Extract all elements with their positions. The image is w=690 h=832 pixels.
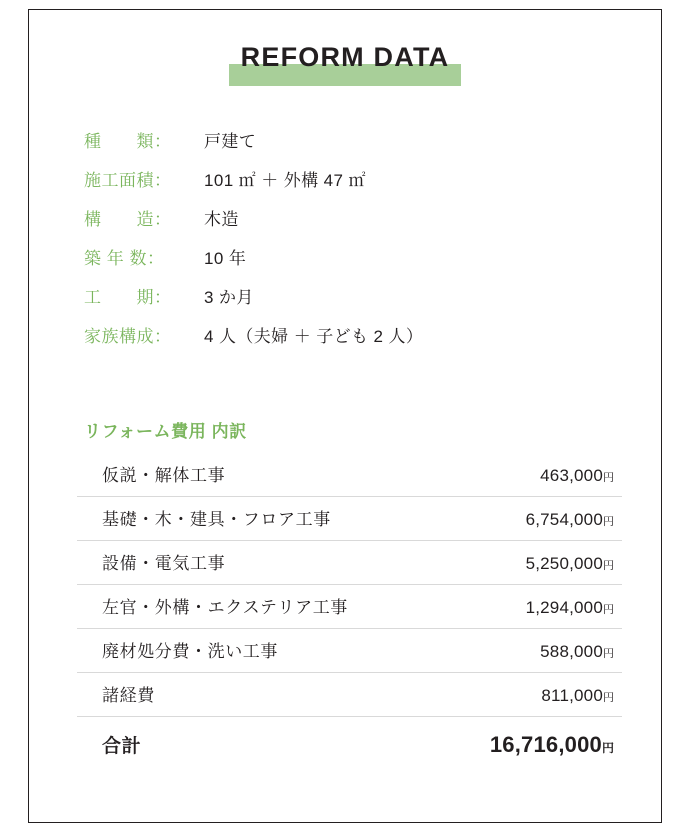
card-content xyxy=(29,10,661,822)
cost-total-unit: 円 xyxy=(601,741,614,755)
spec-value: 101 ㎡ ＋ 外構 47 ㎡ xyxy=(204,171,366,190)
cost-amount-value: 588,000 xyxy=(540,641,603,661)
table-row xyxy=(77,453,622,497)
spec-label: 構 造： xyxy=(84,210,172,229)
spec-list xyxy=(84,127,624,361)
cost-item-name: 設備・電気工事 xyxy=(102,553,226,573)
cost-amount-unit: 円 xyxy=(603,647,614,660)
cost-item-name: 廃材処分費・洗い工事 xyxy=(102,641,278,661)
cost-item-name: 仮説・解体工事 xyxy=(102,465,226,485)
cost-item-amount xyxy=(526,506,614,533)
table-row xyxy=(77,541,622,585)
spec-value: 木造 xyxy=(204,210,239,229)
spec-label: 種 類： xyxy=(84,132,172,151)
table-row xyxy=(77,497,622,541)
cost-amount-unit: 円 xyxy=(603,559,614,572)
page-title-inner xyxy=(229,42,462,73)
cost-amount-value: 1,294,000 xyxy=(525,597,603,617)
cost-amount-unit: 円 xyxy=(603,603,614,616)
cost-item-name: 諸経費 xyxy=(102,685,155,705)
cost-item-amount xyxy=(540,462,614,489)
cost-amount-value: 5,250,000 xyxy=(525,553,603,573)
spec-label: 築 年 数： xyxy=(84,249,165,268)
page-title-text: REFORM DATA xyxy=(240,42,450,72)
cost-total-amount xyxy=(490,727,614,762)
cost-total-value: 16,716,000 xyxy=(489,732,602,757)
spec-row-family xyxy=(84,322,624,351)
table-row xyxy=(77,585,622,629)
spec-label: 施工面積： xyxy=(84,171,172,190)
spec-row-area xyxy=(84,166,624,195)
spec-value: 4 人（夫婦 ＋ 子ども 2 人） xyxy=(204,327,424,346)
cost-item-name: 基礎・木・建具・フロア工事 xyxy=(102,509,331,529)
cost-breakdown-heading: リフォーム費用 内訳 xyxy=(84,422,247,441)
spec-value: 3 か月 xyxy=(204,288,254,307)
cost-item-name: 左官・外構・エクステリア工事 xyxy=(102,597,348,617)
spec-label: 家族構成： xyxy=(84,327,172,346)
cost-amount-unit: 円 xyxy=(603,471,614,484)
cost-item-amount xyxy=(526,550,614,577)
cost-item-amount xyxy=(540,638,614,665)
table-row-total xyxy=(77,717,622,769)
spec-value: 戸建て xyxy=(204,132,257,151)
spec-value: 10 年 xyxy=(204,249,247,268)
spec-label: 工 期： xyxy=(84,288,172,307)
cost-amount-value: 6,754,000 xyxy=(525,509,603,529)
cost-item-amount xyxy=(526,594,614,621)
cost-total-label: 合計 xyxy=(102,735,142,757)
spec-row-type xyxy=(84,127,624,156)
cost-amount-value: 811,000 xyxy=(541,685,603,705)
cost-amount-unit: 円 xyxy=(603,691,614,704)
cost-amount-value: 463,000 xyxy=(540,465,603,485)
page-title xyxy=(29,42,661,73)
table-row xyxy=(77,673,622,717)
cost-item-amount xyxy=(541,682,614,709)
cost-breakdown-table xyxy=(77,453,622,769)
spec-row-building-age xyxy=(84,244,624,273)
table-row xyxy=(77,629,622,673)
spec-row-structure xyxy=(84,205,624,234)
spec-row-period xyxy=(84,283,624,312)
cost-amount-unit: 円 xyxy=(603,515,614,528)
